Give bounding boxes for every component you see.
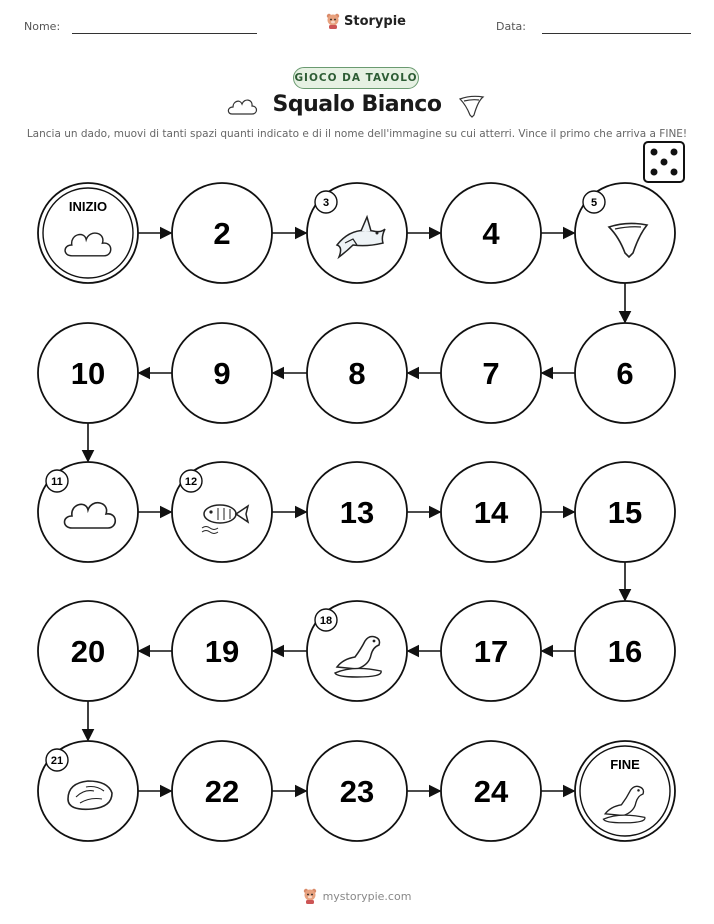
board-space-14[interactable] <box>441 462 541 562</box>
footer <box>0 888 714 904</box>
space-number: 10 <box>70 356 106 391</box>
board-space-9[interactable] <box>172 323 272 423</box>
board-space-11[interactable] <box>38 462 138 562</box>
name-label: Nome: <box>24 20 61 33</box>
space-number: 8 <box>348 356 366 391</box>
bear-icon <box>303 888 317 904</box>
board-space-8[interactable] <box>307 323 407 423</box>
board-space-23[interactable] <box>307 741 407 841</box>
page-title: Squalo Bianco <box>272 92 442 117</box>
space-number: 2 <box>213 216 231 251</box>
board-space-19[interactable] <box>172 601 272 701</box>
space-number: 24 <box>473 774 509 809</box>
space-number: 16 <box>607 634 643 669</box>
footer-url: mystorypie.com <box>322 889 412 903</box>
space-number: 19 <box>204 634 240 669</box>
board-space-2[interactable] <box>172 183 272 283</box>
board-space-12[interactable] <box>172 462 272 562</box>
space-number: 12 <box>184 476 198 488</box>
board-space-5[interactable] <box>575 183 675 283</box>
board-space-3[interactable] <box>307 183 407 283</box>
space-number: 7 <box>482 356 500 391</box>
board-space-6[interactable] <box>575 323 675 423</box>
space-number: 21 <box>50 755 64 767</box>
dice-icon <box>644 142 684 182</box>
meat-icon <box>68 781 112 809</box>
space-number: 17 <box>473 634 509 669</box>
board-space-21[interactable] <box>38 741 138 841</box>
board-space-20[interactable] <box>38 601 138 701</box>
board-space-10[interactable] <box>38 323 138 423</box>
board-space-13[interactable] <box>307 462 407 562</box>
space-number: 18 <box>319 615 333 627</box>
date-label: Data: <box>496 20 526 33</box>
space-label: FINE <box>610 757 640 772</box>
board-space-start[interactable] <box>38 183 138 283</box>
space-number: 9 <box>213 356 231 391</box>
space-number: 4 <box>482 216 500 251</box>
space-number: 13 <box>339 495 375 530</box>
board-space-7[interactable] <box>441 323 541 423</box>
board-space-17[interactable] <box>441 601 541 701</box>
space-label: INIZIO <box>68 199 108 214</box>
board-space-24[interactable] <box>441 741 541 841</box>
space-number: 22 <box>204 774 240 809</box>
space-number: 3 <box>322 197 330 209</box>
space-number: 6 <box>616 356 634 391</box>
board-space-16[interactable] <box>575 601 675 701</box>
game-type-badge: GIOCO DA TAVOLO <box>293 67 419 89</box>
space-circle <box>38 183 138 283</box>
board-space-22[interactable] <box>172 741 272 841</box>
brand-name: Storypie <box>344 13 406 29</box>
instructions: Lancia un dado, muovi di tanti spazi quanti indicato e di il nome dell'immagine su cui atterri. Vince il primo che arriva a FINE! <box>26 128 688 140</box>
space-number: 14 <box>473 495 509 530</box>
board-space-15[interactable] <box>575 462 675 562</box>
space-circle <box>575 741 675 841</box>
board-space-18[interactable] <box>307 601 407 701</box>
space-number: 11 <box>51 476 63 488</box>
space-number: 15 <box>607 495 643 530</box>
space-number: 20 <box>70 634 106 669</box>
board-space-4[interactable] <box>441 183 541 283</box>
board-space-end[interactable] <box>575 741 675 841</box>
space-number: 23 <box>339 774 375 809</box>
space-number: 5 <box>590 197 598 209</box>
